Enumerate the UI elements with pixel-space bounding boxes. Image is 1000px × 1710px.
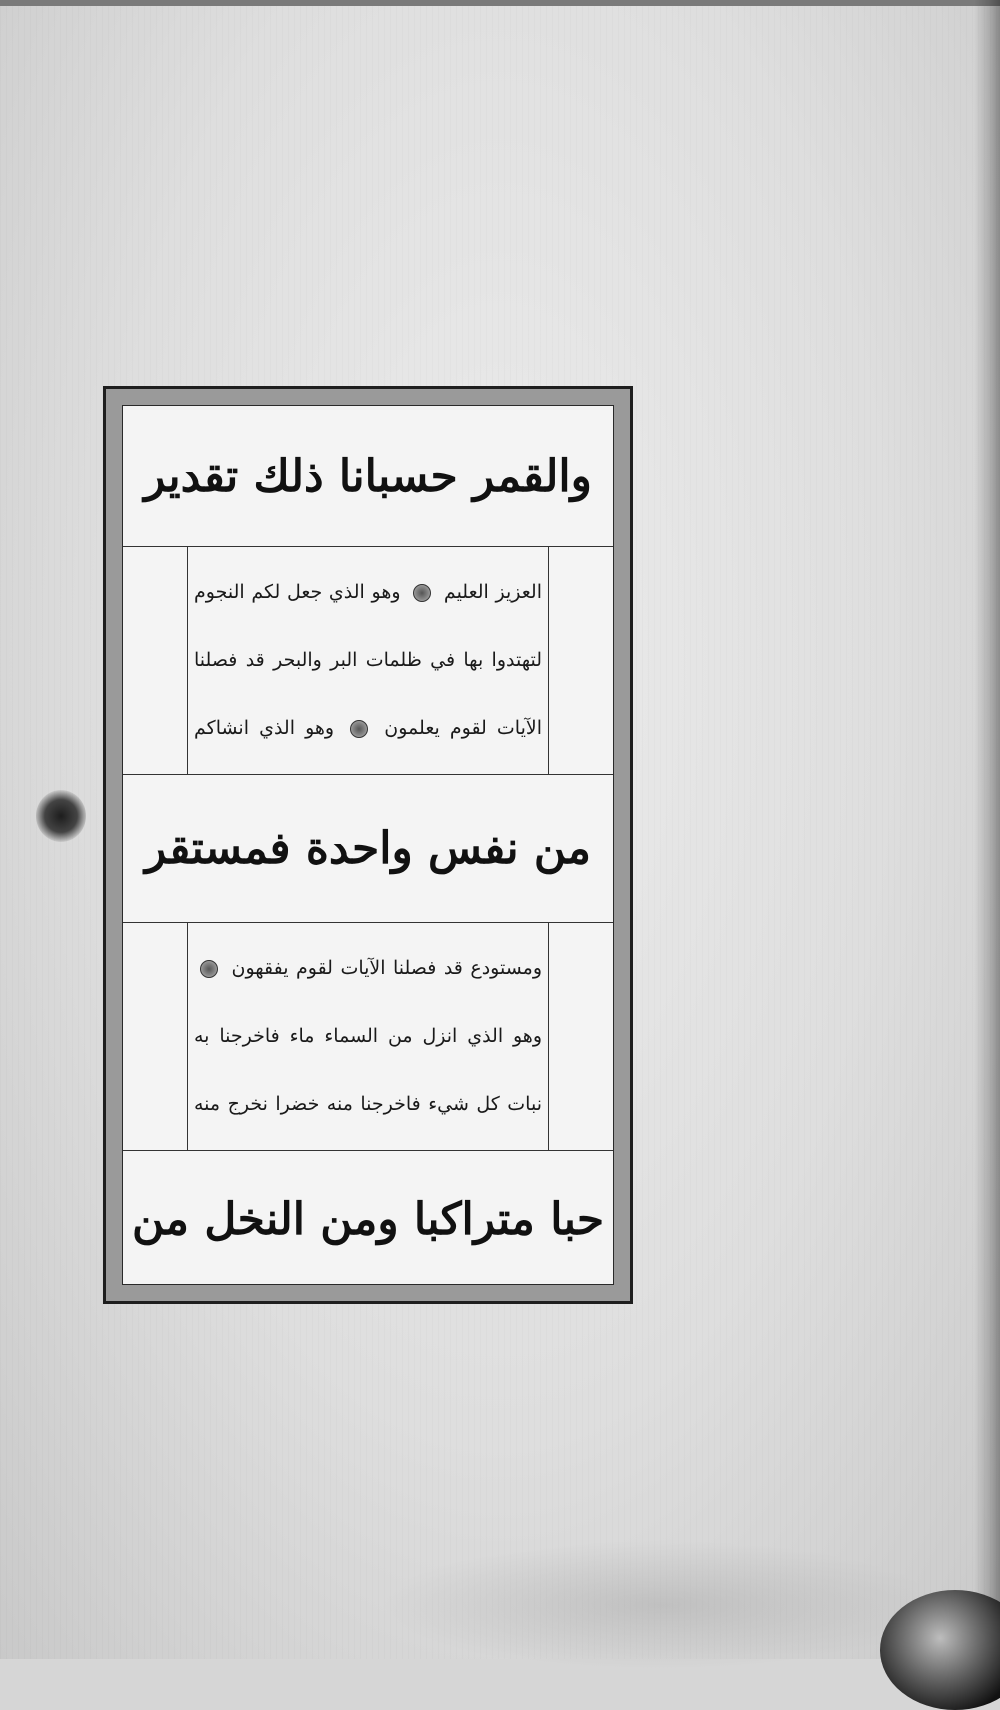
water-stain xyxy=(380,1540,940,1670)
page-right-edge-shadow xyxy=(974,0,1000,1659)
calligraphy-band-1 xyxy=(123,406,613,547)
small-line-5 xyxy=(194,1025,542,1047)
calligraphy-band-3 xyxy=(123,1150,613,1288)
small-line-6-part-a: نبات كل شيء فاخرجنا منه خضرا نخرج منه xyxy=(194,1093,542,1115)
verse-marker-icon xyxy=(350,720,368,738)
small-line-4-part-a: ومستودع قد فصلنا الآيات لقوم يفقهون xyxy=(231,957,543,979)
small-line-1-part-b: وهو الذي جعل لكم النجوم xyxy=(194,581,401,603)
small-line-3 xyxy=(194,717,542,739)
small-line-1-part-a: العزيز العليم xyxy=(443,581,542,603)
calligraphy-band-2 xyxy=(123,774,613,923)
ink-blot xyxy=(36,790,86,842)
small-line-6 xyxy=(194,1093,542,1115)
small-line-3-part-a: الآيات لقوم يعلمون xyxy=(384,717,543,739)
small-line-4 xyxy=(194,957,542,979)
text-block xyxy=(122,405,614,1285)
small-line-5-part-a: وهو الذي انزل من السماء ماء فاخرجنا به xyxy=(194,1025,542,1047)
small-line-2 xyxy=(194,649,542,671)
small-line-2-part-a: لتهتدوا بها في ظلمات البر والبحر قد فصلنا xyxy=(194,649,542,671)
text-panel-2 xyxy=(187,922,549,1150)
large-line-2: من نفس واحدة فمستقر xyxy=(145,822,591,874)
text-band-2 xyxy=(123,922,613,1151)
text-frame xyxy=(103,386,633,1304)
verse-marker-icon xyxy=(200,960,218,978)
text-band-1 xyxy=(123,546,613,775)
page-top-edge xyxy=(0,0,1000,6)
text-panel-1 xyxy=(187,546,549,774)
large-line-3: حبا متراكبا ومن النخل من xyxy=(131,1193,605,1245)
verse-marker-icon xyxy=(413,584,431,602)
small-line-1 xyxy=(194,581,542,603)
large-line-1: والقمر حسبانا ذلك تقدير xyxy=(144,450,592,502)
small-line-3-part-b: وهو الذي انشاكم xyxy=(194,717,335,739)
